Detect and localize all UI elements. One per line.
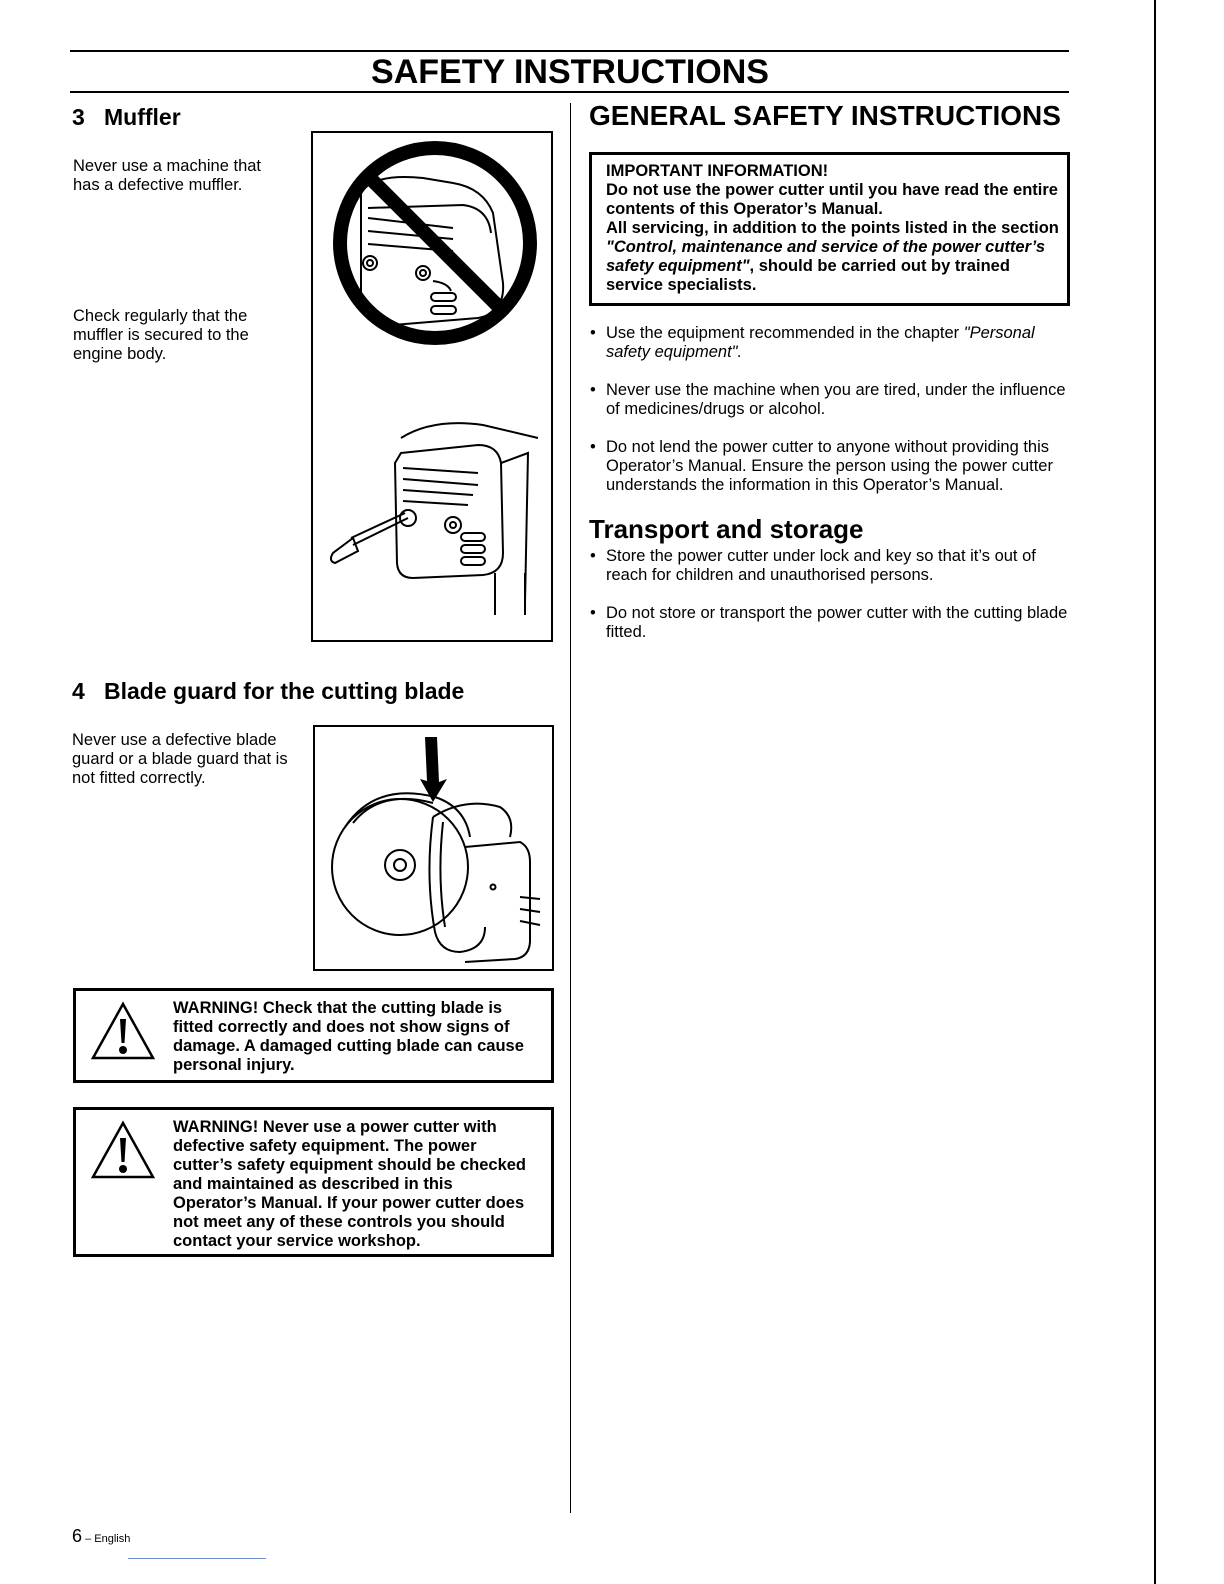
scan-edge-line — [1154, 0, 1156, 1584]
blade-guard-text: Never use a defective blade guard or a blade guard that is not fitted correctly. — [72, 731, 288, 787]
warning-triangle-icon — [90, 1001, 156, 1061]
info-line-3: All servicing, in addition to the points listed in the section "Control, maintenance and service of the power cutter’s safety equipment", should be carried out by trained service specialists. — [606, 219, 1059, 294]
page-number: 6 — [72, 1526, 83, 1546]
general-bullet-list — [590, 324, 1070, 514]
list-item: • Use the equipment recommended in the chapter "Personal safety equipment". — [590, 324, 1035, 361]
blade-guard-figure — [313, 725, 554, 971]
blade-guard-number: 4 — [72, 678, 85, 704]
blade-guard-heading-text: Blade guard for the cutting blade — [104, 678, 465, 704]
list-item: • Do not store or transport the power cutter with the cutting blade fitted. — [590, 604, 1068, 641]
blade-guard-illustration — [315, 727, 552, 969]
warning-box-1 — [73, 988, 554, 1083]
page-footer — [72, 1526, 130, 1547]
muffler-illustration — [313, 133, 551, 640]
blade-guard-heading — [72, 677, 464, 705]
muffler-figure — [311, 131, 553, 642]
footer-language: English — [94, 1533, 131, 1545]
general-safety-heading: GENERAL SAFETY INSTRUCTIONS — [589, 100, 1061, 131]
list-item: • Never use the machine when you are tired, under the influence of medicines/drugs or alcohol. — [590, 381, 1066, 418]
list-item: • Do not lend the power cutter to anyone without providing this Operator’s Manual. Ensure the person using the power cutter understands the information in this Operator’s Manual. — [590, 438, 1053, 494]
info-line-2: Do not use the power cutter until you have read the entire contents of this Operator’s Manual. — [606, 181, 1058, 218]
info-line-1: IMPORTANT INFORMATION! — [606, 162, 829, 180]
important-information-text — [606, 162, 1059, 295]
transport-storage-heading: Transport and storage — [589, 514, 864, 544]
muffler-heading — [72, 103, 181, 131]
warning-box-2 — [73, 1107, 554, 1257]
header-bottom-rule — [70, 91, 1069, 93]
muffler-number: 3 — [72, 104, 85, 130]
page-title: SAFETY INSTRUCTIONS — [371, 53, 769, 91]
warning-text-2: WARNING! Never use a power cutter with defective safety equipment. The power cutter’s safety equipment should be checked and maintained as described in this Operator’s Manual. If your power cutter does not meet any of these controls you should contact your service workshop. — [173, 1118, 527, 1250]
muffler-text-1: Never use a machine that has a defective muffler. — [73, 157, 262, 194]
column-divider — [570, 103, 571, 1513]
transport-bullet-list — [590, 547, 1070, 661]
warning-triangle-icon — [90, 1120, 156, 1180]
important-information-box — [589, 152, 1070, 306]
list-item: • Store the power cutter under lock and key so that it’s out of reach for children and unauthorised persons. — [590, 547, 1036, 584]
muffler-heading-text: Muffler — [104, 104, 181, 130]
warning-text-1: WARNING! Check that the cutting blade is fitted correctly and does not show signs of damage. A damaged cutting blade can cause personal injury. — [173, 999, 524, 1074]
footer-separator: – — [82, 1533, 95, 1545]
footer-link-rule — [128, 1558, 266, 1559]
muffler-text-2: Check regularly that the muffler is secured to the engine body. — [73, 307, 249, 363]
